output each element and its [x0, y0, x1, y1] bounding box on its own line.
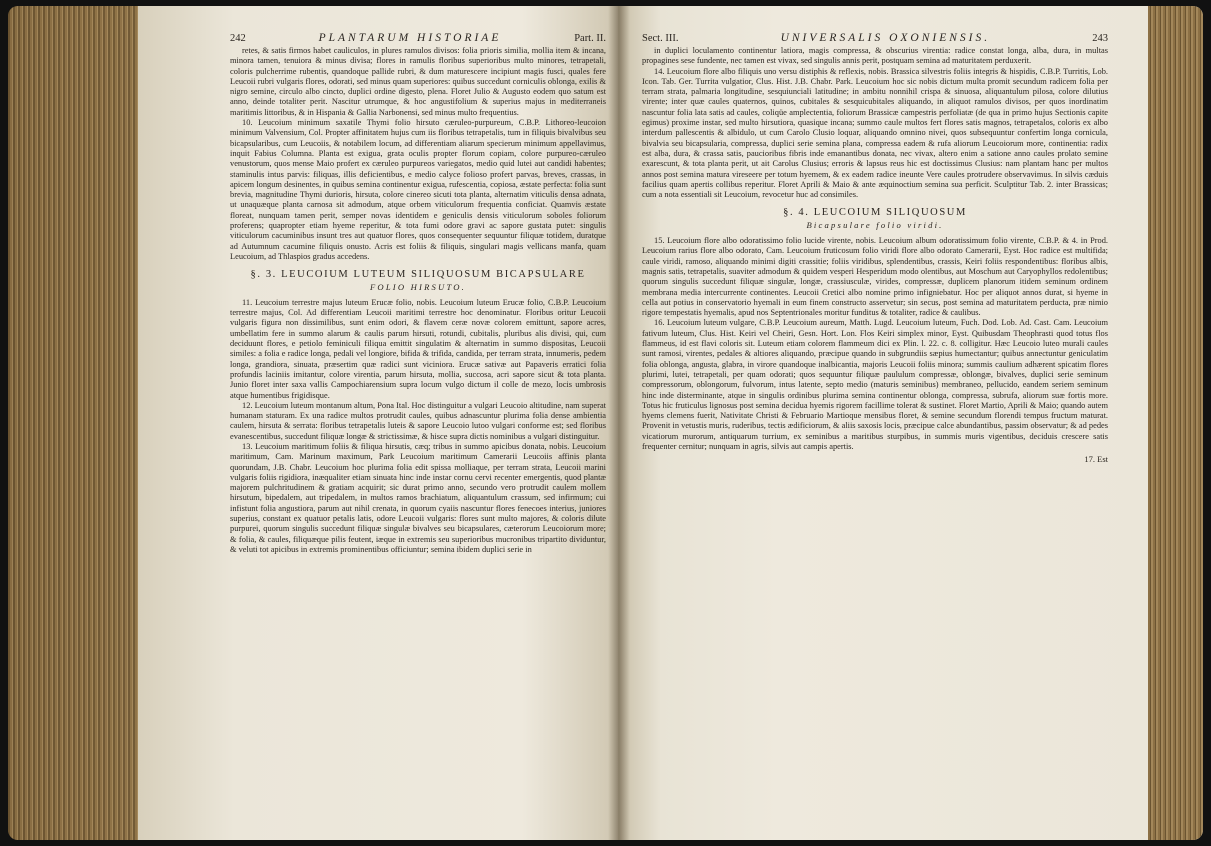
left-page-edges	[8, 6, 158, 840]
left-section-heading: §. 3. LEUCOIUM LUTEUM SILIQUOSUM BICAPSULARE	[250, 269, 586, 281]
open-book	[8, 6, 1203, 840]
right-running-title: UNIVERSALIS OXONIENSIS.	[780, 32, 991, 44]
left-part-label: Part. II.	[574, 33, 606, 44]
left-paragraph: 13. Leucoium maritimum foliis & filiqua hirsutis, cæq; tribus in summo apicibus donata, nobis. Leucoium maritimum, Cam. Marinum maximum, Park Leucoium maritimum Camerarii Leucoiis affinis planta quorundam, J.B. Chabr. Leucoium hoc plurima folia edit spissa molliaque, per terram strata, Leucoii marini vulgaris foliis rigidiora, inæqualiter etiam sinuata hinc inde instar cornu cervi recenter emergentis, quod plantæ majorem pulchritudinem & gratiam acquirit; sic durat primo anno, secundo vero protrudit caulem mollem hirsutum, bipedalem, aut tripedalem, in multos ramos brachiatum, aliquantulum crassum, sed infirmum; cui infistunt folia angustiora, parum aut nihil crenata, in quorum cyaiis nascuntur flores fenecoes interius, juniores superius, constant ex quatuor petalis latis, odore Leucoii vulgaris: flores sunt multo majores, & coloris dilute purpurei, quorum singulis succedunt filiquæ singulæ bivalves seu bicapsulares, cæterorum Leucoiorum more; & folia, & caules, filiquæque pilis feutent, iæque in extremis seu superioribus mucronibus tripartito dividuntur, & veluti tot apicibus in extremis prominentibus officiuntur; semina ibidem duplici serie in	[230, 441, 606, 554]
left-paragraph: 11. Leucoium terrestre majus luteum Erucæ folio, nobis. Leucoium luteum Erucæ folio, C.B.P. Leucoium terrestre majus, Col. Ad differentiam Leucoii maritimi terrestre hoc denominatur. Floribus oritur Leucoii vulgaris figura non dissimilibus, sunt enim odori, & flavem ceræ novæ colorem emittunt, sapore acres, umbellatim fere in summo alarum & caulis parum hirsuti, rotundi, cubitalis, pluribus alis divisi, qui, cum deciduunt flores, e petiolo feminiculi filiqua emittit singulatim & alternatim in summo dispositas, Leucoii similes: a folia e radice longa, pedali vel longiore, bifida & trifida, candida, per terram strata, innumeris, pedem longa, grandiora, sinuata, præsertim quæ radici sunt viciniora. Erucæ sativæ aut Papaveris erratici folia profundis laciniis imitantur, colore virentia, parum hirsuta, mollia, succosa, acri sapore sicut & tota planta. Junio floret inter saxa vallis Campochiarensium supra locum vulgo dictum il colle de mezo, locis umbrosis atque humentibus frigidisque.	[230, 297, 606, 400]
left-paragraph: 10. Leucoium minimum saxatile Thymi folio hirsuto cæruleo-purpureum, C.B.P. Lithoreo-leucoion minimum Valvensium, Col. Propter affinitatem hujus cum iis floribus tetrapetalis, tum in filiquis bivalvibus seu bicapsularibus, cum Leucoiis, & notabilem locum, ad differentiam aliarum specierum minimum appellavimus, inquit Fabius Columna. Planta est exigua, grata oculis propter florum copiam, colore purpureo-cæruleo venustorum, quos mense Maio profert ex cæruleo purpureos variegatos, medio quid lutei aut candidi habentes; staminulis intus parvis: filiquas, illis deficientibus, e medio calyce folioso profert parvas, breves, crassas, in apicem longum desinentes, in quibus semina continentur exigua, rufescentia, copiosa, æstate perfecta: folia sunt brevia, magnitudine Thymi durioris, hirsuta, colore cinereo sicuti tota planta, alternatim viticulis densa adnata, ut unaquæque planta carnosa sit admodum, atque orbem viticulorum frequentia conficiat. Quamvis æstate floreat, nunquam tamen perit, semper novas identidem e geniculis densis viticulorum soboles foliorum proferens; quapropter etiam hyeme reperitur, & tota fumi odore gravi ac sapore gustata putet: singulis viticulorum cacuminibus insunt tres aut quatuor flores, quos consequenter sequuntur filiquæ totidem, duratque ad Autumnum cacumine filiquis onusto. Acris est foliis & filiquis, singulari magis vellicans manfa, quam Leucoium, ad Thlaspios gradus accedens.	[230, 118, 606, 261]
right-section-heading: §. 4. LEUCOIUM SILIQUOSUM	[783, 207, 967, 219]
right-page-text	[642, 46, 1108, 465]
right-paragraph: 16. Leucoium luteum vulgare, C.B.P. Leucoium aureum, Matth. Lugd. Leucoium luteum, Fuch. Dod. Lob. Ad. Cast. Cam. Leucoium fativum luteum, Clus. Hist. Keiri vel Cheiri, Gesn. Hort. Lon. Flos Keiri simplex minor, Eyst. Quibusdam Theophrasti quod totus flos flammeus, id est flavi coloris sit. Luteum etiam colorem flammeum dici ex Plin. l. 22. c. 8. colligitur. Hæc Leucoio luteo murali caules sunt ramosi, virentes, pedales & altiores aliquando, præcipue quando in subgrundiis sæpius humectantur; quibus annectuntur geniculatim folia oblonga, angusta, glabra, in virore quandoque inalbicantia, majoris Leucoii foliis minora; summis caulium adhærent spicatim flores plurimi, lutei, tetrapetali, per quam odorati; quos sequuntur filiquæ paululum compressæ, oblongæ, bivalves, duplici serie seminum compressorum, oblongorum, fulvorum, intus latente, septo medio (maturis seminibus) membraneo, pellucido, eandem seriem seminum hinc inde disterminante, atque in singulis ordinibus plurima semina continentur oblonga, compressa, subrufa, aliorum suæ fortis more. Totus hic fruticulus lignosus post semina decidua hyemis rigorem facillime tolerat & sustinet. Floret Martio, Aprili & Maio; quando autem hyems clemens fuerit, Nativitate Christi & Februario Martioque mensibus floret, & semine secundum florendi tempus fructum maturat. Provenit in vetustis muris, ruderibus, tectis ædificiorum, & aliis saxosis locis, præcipue calce abundantibus, passim observatur; & ad pedes vicatiorum murorum, antiquarum turrium, ex seminibus a maritibus sturpibus, in summis muris vigentibus, deciduis crescere satis frequenter cernitur; nunquam in agris, silvis aut campis apertis.	[642, 318, 1108, 451]
left-page-text	[230, 46, 606, 555]
left-paragraph: 12. Leucoium luteum montanum altum, Pona Ital. Hoc distinguitur a vulgari Leucoio altitudine, nam superat humanam staturam. Ex una radice multos protrudit caules, quibus adnascuntur plurima folia dense ambientia caulem, hirsuta & serrata: floribus tetrapetalis luteis & sapore Leucoio lutoo vulgari conforme est; sed floribus evanescentibus, succedunt filiquæ longæ & strictissimæ, & hisce supra dictis nominibus a vulgari distinguitur.	[230, 400, 606, 441]
right-page-header	[642, 32, 1108, 44]
book-gutter	[608, 6, 630, 840]
right-paragraph: in duplici loculamento continentur latiora, magis compressa, & obscurius virentia: radice constat longa, alba, dura, in multas propagines sese fundente, nec tamen est vivax, sed singulis annis perit, postquam semina ad maturitatem perduxerit.	[642, 46, 1108, 66]
right-paragraph: 15. Leucoium flore albo odoratissimo folio lucide virente, nobis. Leucoium album odoratissimum folio virente, C.B.P. & 4. in Prod. Leucoium rarius flore albo odorato, Cam. Leucoium fruticosum folio viridi flore albo odorato Camerarii, Eyst. Hoc radice est multifida; caule viridi, ramoso, aliquando minimi digiti crassitie; foliis viridibus, splendentibus, crassis, Keiri foliis respondentibus: floribus albis, magnis satis, tetrapetalis, suaviter admodum & quidem vesperi Hesperidum modo olentibus, aut Moschum aut Caryophyllos redolentibus; quorum singulis succedunt filiquæ singulæ, longæ, crassiusculæ, virides, compressæ, duplicem planorum itidem seminum ordinem membrana media intercurrente continentes. Leucoii Cretici albo nomine primo infigniebatur. Hoc per aliquot annos durat, si hyeme in cella aut potius in conservatorio hyemali in eum finem constructo asservetur; sin secus, post semina ad maturitatem perducta, præ nimio rigore tempestatis hyemalis, apud nos Septentrionales moritur funditus & totaliter, radice & caulibus.	[642, 236, 1108, 318]
left-section-subheading: FOLIO HIRSUTO.	[369, 281, 467, 292]
right-page	[618, 6, 1148, 840]
left-page-number: 242	[230, 33, 246, 44]
right-section-subheading: Bicapsulare folio viridi.	[806, 219, 944, 230]
catchword: 17. Est	[1084, 454, 1108, 465]
right-page-number: 243	[1092, 33, 1108, 44]
left-page-header	[230, 32, 606, 44]
right-page-edges	[1148, 6, 1203, 840]
right-section-label: Sect. III.	[642, 33, 679, 44]
left-page	[138, 6, 618, 840]
left-paragraph: retes, & satis firmos habet cauliculos, in plures ramulos divisos: folia prioris similia, mollia item & incana, minora tamen, tenuiora & minus divisa; flores in ramulis floribus superioribus multo minores, tetrapetali, coloris pulcherrime rubentis, quandoque pallide rubri, & dum maturescere incipiunt magis fusci, quales fere Leucoii rubri vulgaris flores, odorati, sed minus quam superiores: quibus succedunt corniculis oblonga, exilis & nigro semine, circulo albo cincto, duplici ordine digesto, plena. Floret Julio & Augusto eodem quo satum est anno, deinde totaliter perit. Nascitur utrumque, & hoc angustifolium & superius majus in mediterraneis maritimis littoribus, & in Hispania & Gallia Narbonensi, sed minus multo frequentius.	[230, 46, 606, 117]
right-paragraph: 14. Leucoium flore albo filiquis uno versu distiphis & reflexis, nobis. Brassica silvestris foliis integris & hispidis, C.B.P. Turritis, Lob. Icon. Tab. Ger. Turrita vulgatior, Clus. Hist. J.B. Chabr. Park. Leucoium hoc sic nobis dictum multa promit secundum radicem folia per terram strata, palmaria longitudine, sesquiunciali latitudine; in ambitu nonnihil crispa & sinuosa, aliquantulum pilosa, colore dilutius virente; inter quæ caules quaternos, quinos, cubitales & sesquicubitales aliquando, in aliquot ramulos divisos, per quos inordinatim nascuntur folia lata satis ad caules, coliqüe amplectentia, foliorum Brassicæ campestris perfoliatæ (de qua in primo hujus Sectionis capite egimus) proxime instar, sed multo hirsutiora, quasique incana; summo caule multos fert flores satis magnos, tetrapetalos, coloris ex albo interdum pallescentis & albidulo, ut cum Carolo Clusio loquar, aliquando omnino nivei, quos subsequuntur confertim longa cornicula, bivalvia seu bicapsularia, compressa, duplici serie semina plana, compressa eadem & rufa aliorum Leucoiorum more, continentia: radix est alba, dura, & crassa satis, paucioribus fibris inde emanantibus donata, nec vivax, altero enim a satione anno caules prolato semine exarescunt, & tota planta perit, ut ait Carolus Clusius; erroris & lapsus reus hic est doctissimus Clusius: nam plantam hanc per multos annos post semina matura vireseere per totum hyemem, & ex eadem radice ineunte Vere caules protrudere observavimus. In silvis cæduis facilius quam apertis collibus reperitur. Floret Aprili & Maio & ante æquinoctium semina sua perficit. Sculptitur Tab. 2. inter Brassicas; cum a nota essentiali sit Leucoium, revocetur huc ad consimiles.	[642, 66, 1108, 200]
left-running-title: PLANTARUM HISTORIAE	[318, 32, 502, 44]
